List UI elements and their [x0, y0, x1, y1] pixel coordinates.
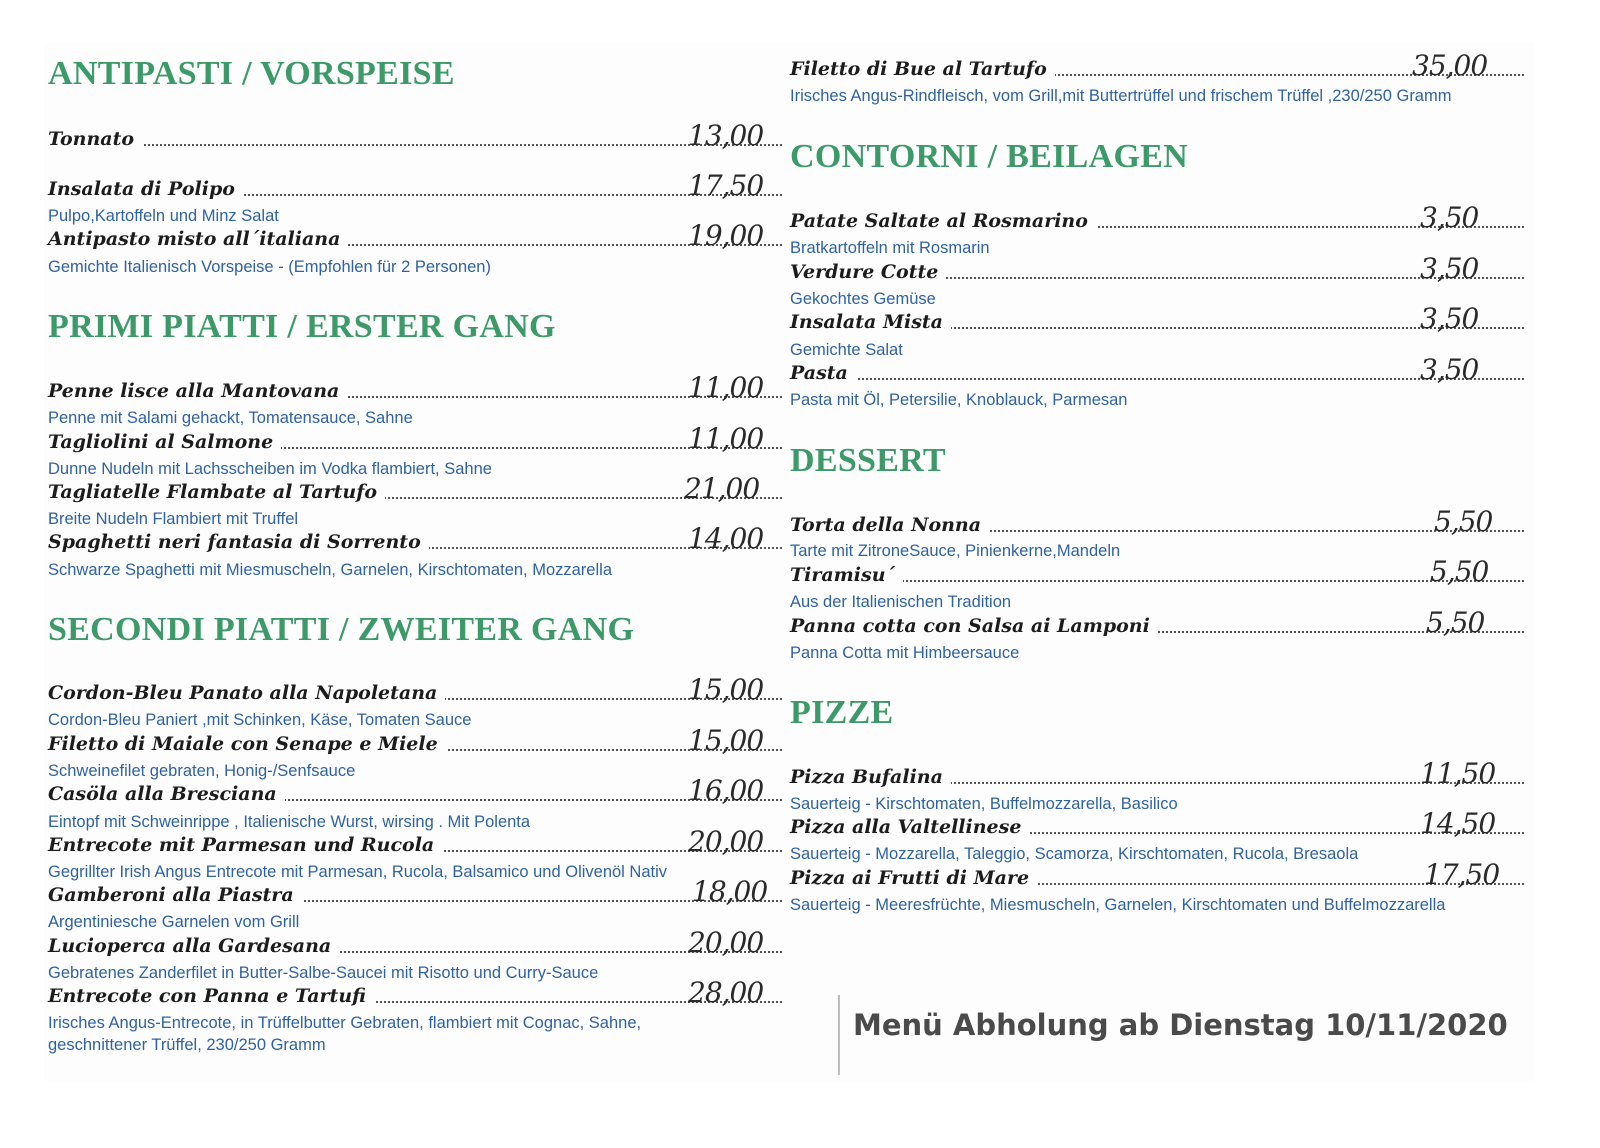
- dish-description: Tarte mit ZitroneSauce, Pinienkerne,Mandeln: [790, 542, 1121, 560]
- dish-price: 35,00: [1412, 49, 1488, 82]
- dish-name: Penne lisce alla Mantovana: [48, 380, 347, 402]
- dish-price: 20,00: [688, 825, 764, 858]
- dish-description: Aus der Italienischen Tradition: [790, 593, 1012, 611]
- dish-cordon-bleu: [48, 673, 782, 706]
- dish-gamberoni: [48, 875, 782, 908]
- dish-name: Gamberoni alla Piastra: [48, 884, 302, 906]
- dish-name: Pizza ai Frutti di Mare: [790, 867, 1037, 889]
- dish-price: 15,00: [688, 724, 764, 757]
- dish-price: 11,00: [688, 371, 764, 404]
- dish-name: Tonnato: [48, 128, 142, 150]
- section-title-pizze: PIZZE: [790, 694, 894, 731]
- dish-antipasto-misto: [48, 219, 782, 252]
- dish-price: 11,00: [688, 422, 764, 455]
- dish-price: 18,00: [692, 875, 768, 908]
- dish-spaghetti-neri: [48, 522, 782, 555]
- dish-description: Schweinefilet gebraten, Honig-/Senfsauce: [48, 762, 356, 780]
- dish-name: Torta della Nonna: [790, 514, 989, 536]
- leader-dots: [790, 378, 1524, 380]
- dish-name: Tagliatelle Flambate al Tartufo: [48, 481, 385, 503]
- dish-description: Pulpo,Kartoffeln und Minz Salat: [48, 207, 279, 225]
- dish-insalata-mista: [790, 302, 1524, 335]
- dish-tagliolini-salmone: [48, 422, 782, 455]
- dish-name: Lucioperca alla Gardesana: [48, 935, 339, 957]
- dish-price: 13,00: [688, 119, 764, 152]
- section-title-dessert: DESSERT: [790, 442, 946, 479]
- dish-description: Argentiniesche Garnelen vom Grill: [48, 913, 300, 931]
- dish-name: Insalata di Polipo: [48, 178, 243, 200]
- dish-name: Panna cotta con Salsa ai Lamponi: [790, 615, 1158, 637]
- dish-description: Eintopf mit Schweinrippe , Italienische Wurst, wirsing . Mit Polenta: [48, 813, 531, 831]
- dish-panna-cotta: [790, 606, 1524, 639]
- dish-lucioperca: [48, 926, 782, 959]
- dish-tagliatelle-flambate: [48, 472, 782, 505]
- dish-description: Irisches Angus-Rindfleisch, vom Grill,mit Buttertrüffel und frischem Trüffel ,230/250 Gramm: [790, 87, 1452, 105]
- dish-description: Gekochtes Gemüse: [790, 290, 936, 308]
- dish-name: Entrecote con Panna e Tartufi: [48, 985, 374, 1007]
- dish-description: Dunne Nudeln mit Lachsscheiben im Vodka flambiert, Sahne: [48, 460, 492, 478]
- dish-pasta: [790, 353, 1524, 386]
- dish-casola-bresciana: [48, 774, 782, 807]
- dish-pizza-bufalina: [790, 757, 1524, 790]
- leader-dots: [48, 144, 782, 146]
- dish-description: Pasta mit Öl, Petersilie, Knoblauck, Parmesan: [790, 391, 1128, 409]
- dish-name: Insalata Mista: [790, 311, 951, 333]
- dish-price: 3,50: [1420, 201, 1479, 234]
- notice-divider: [838, 995, 840, 1075]
- dish-name: Filetto di Bue al Tartufo: [790, 58, 1055, 80]
- dish-filetto-bue: [790, 49, 1524, 82]
- dish-description: Breite Nudeln Flambiert mit Truffel: [48, 510, 299, 528]
- dish-price: 5,50: [1426, 606, 1485, 639]
- section-title-secondi: SECONDI PIATTI / ZWEITER GANG: [48, 611, 635, 648]
- dish-price: 14,50: [1420, 807, 1496, 840]
- dish-name: Tiramisu´: [790, 564, 903, 586]
- dish-description: Panna Cotta mit Himbeersauce: [790, 644, 1020, 662]
- dish-description: Bratkartoffeln mit Rosmarin: [790, 239, 990, 257]
- dish-price: 5,50: [1434, 505, 1493, 538]
- dish-torta-nonna: [790, 505, 1524, 538]
- dish-name: Spaghetti neri fantasia di Sorrento: [48, 531, 429, 553]
- dish-description: Gebratenes Zanderfilet in Butter-Salbe-Saucei mit Risotto und Curry-Sauce: [48, 964, 599, 982]
- dish-price: 20,00: [688, 926, 764, 959]
- dish-price: 3,50: [1420, 353, 1479, 386]
- dish-description: Penne mit Salami gehackt, Tomatensauce, Sahne: [48, 409, 413, 427]
- dish-price: 17,50: [688, 169, 764, 202]
- dish-penne-lisce: [48, 371, 782, 404]
- dish-name: Entrecote mit Parmesan und Rucola: [48, 834, 442, 856]
- dish-entrecote-parmesan: [48, 825, 782, 858]
- dish-name: Pasta: [790, 362, 856, 384]
- dish-pizza-frutti-di-mare: [790, 858, 1524, 891]
- dish-pizza-valtellinese: [790, 807, 1524, 840]
- section-title-contorni: CONTORNI / BEILAGEN: [790, 138, 1189, 175]
- dish-price: 5,50: [1430, 555, 1489, 588]
- dish-name: Tagliolini al Salmone: [48, 431, 281, 453]
- dish-name: Patate Saltate al Rosmarino: [790, 210, 1096, 232]
- dish-description: Irisches Angus-Entrecote, in Trüffelbutter Gebraten, flambiert mit Cognac, Sahne, geschnittener Trüffel, 230/250 Gramm: [48, 1014, 642, 1054]
- dish-price: 21,00: [684, 472, 760, 505]
- dish-price: 19,00: [688, 219, 764, 252]
- dish-description: Sauerteig - Mozzarella, Taleggio, Scamorza, Kirschtomaten, Rucola, Bresaola: [790, 845, 1359, 863]
- dish-verdure-cotte: [790, 252, 1524, 285]
- dish-name: Filetto di Maiale con Senape e Miele: [48, 733, 446, 755]
- section-title-primi: PRIMI PIATTI / ERSTER GANG: [48, 308, 556, 345]
- dish-name: Cordon-Bleu Panato alla Napoletana: [48, 682, 445, 704]
- dish-description: Gemichte Italienisch Vorspeise - (Empfohlen für 2 Personen): [48, 258, 491, 276]
- dish-price: 17,50: [1424, 858, 1500, 891]
- dish-name: Antipasto misto all´italiana: [48, 228, 348, 250]
- dish-price: 15,00: [688, 673, 764, 706]
- dish-name: Pizza alla Valtellinese: [790, 816, 1029, 838]
- dish-description: Sauerteig - Kirschtomaten, Buffelmozzarella, Basilico: [790, 795, 1178, 813]
- dish-filetto-maiale: [48, 724, 782, 757]
- dish-name: Pizza Bufalina: [790, 766, 951, 788]
- dish-price: 3,50: [1420, 252, 1479, 285]
- dish-description: Cordon-Bleu Paniert ,mit Schinken, Käse, Tomaten Sauce: [48, 711, 472, 729]
- dish-description: Sauerteig - Meeresfrüchte, Miesmuscheln, Garnelen, Kirschtomaten und Buffelmozzarella: [790, 896, 1446, 914]
- dish-insalata-di-polipo: [48, 169, 782, 202]
- dish-price: 11,50: [1420, 757, 1496, 790]
- dish-tonnato: [48, 119, 782, 152]
- section-title-antipasti: ANTIPASTI / VORSPEISE: [48, 55, 455, 92]
- dish-description: Gemichte Salat: [790, 341, 903, 359]
- dish-description: Schwarze Spaghetti mit Miesmuscheln, Garnelen, Kirschtomaten, Mozzarella: [48, 561, 612, 579]
- dish-price: 3,50: [1420, 302, 1479, 335]
- dish-price: 14,00: [688, 522, 764, 555]
- dish-tiramisu: [790, 555, 1524, 588]
- dish-name: Verdure Cotte: [790, 261, 946, 283]
- dish-entrecote-panna: [48, 976, 782, 1009]
- dish-price: 16,00: [688, 774, 764, 807]
- dish-patate-saltate: [790, 201, 1524, 234]
- dish-description: Gegrillter Irish Angus Entrecote mit Parmesan, Rucola, Balsamico und Olivenöl Nativ: [48, 863, 668, 881]
- pickup-notice: Menü Abholung ab Dienstag 10/11/2020: [853, 1008, 1508, 1042]
- dish-name: Casöla alla Bresciana: [48, 783, 285, 805]
- dish-price: 28,00: [688, 976, 764, 1009]
